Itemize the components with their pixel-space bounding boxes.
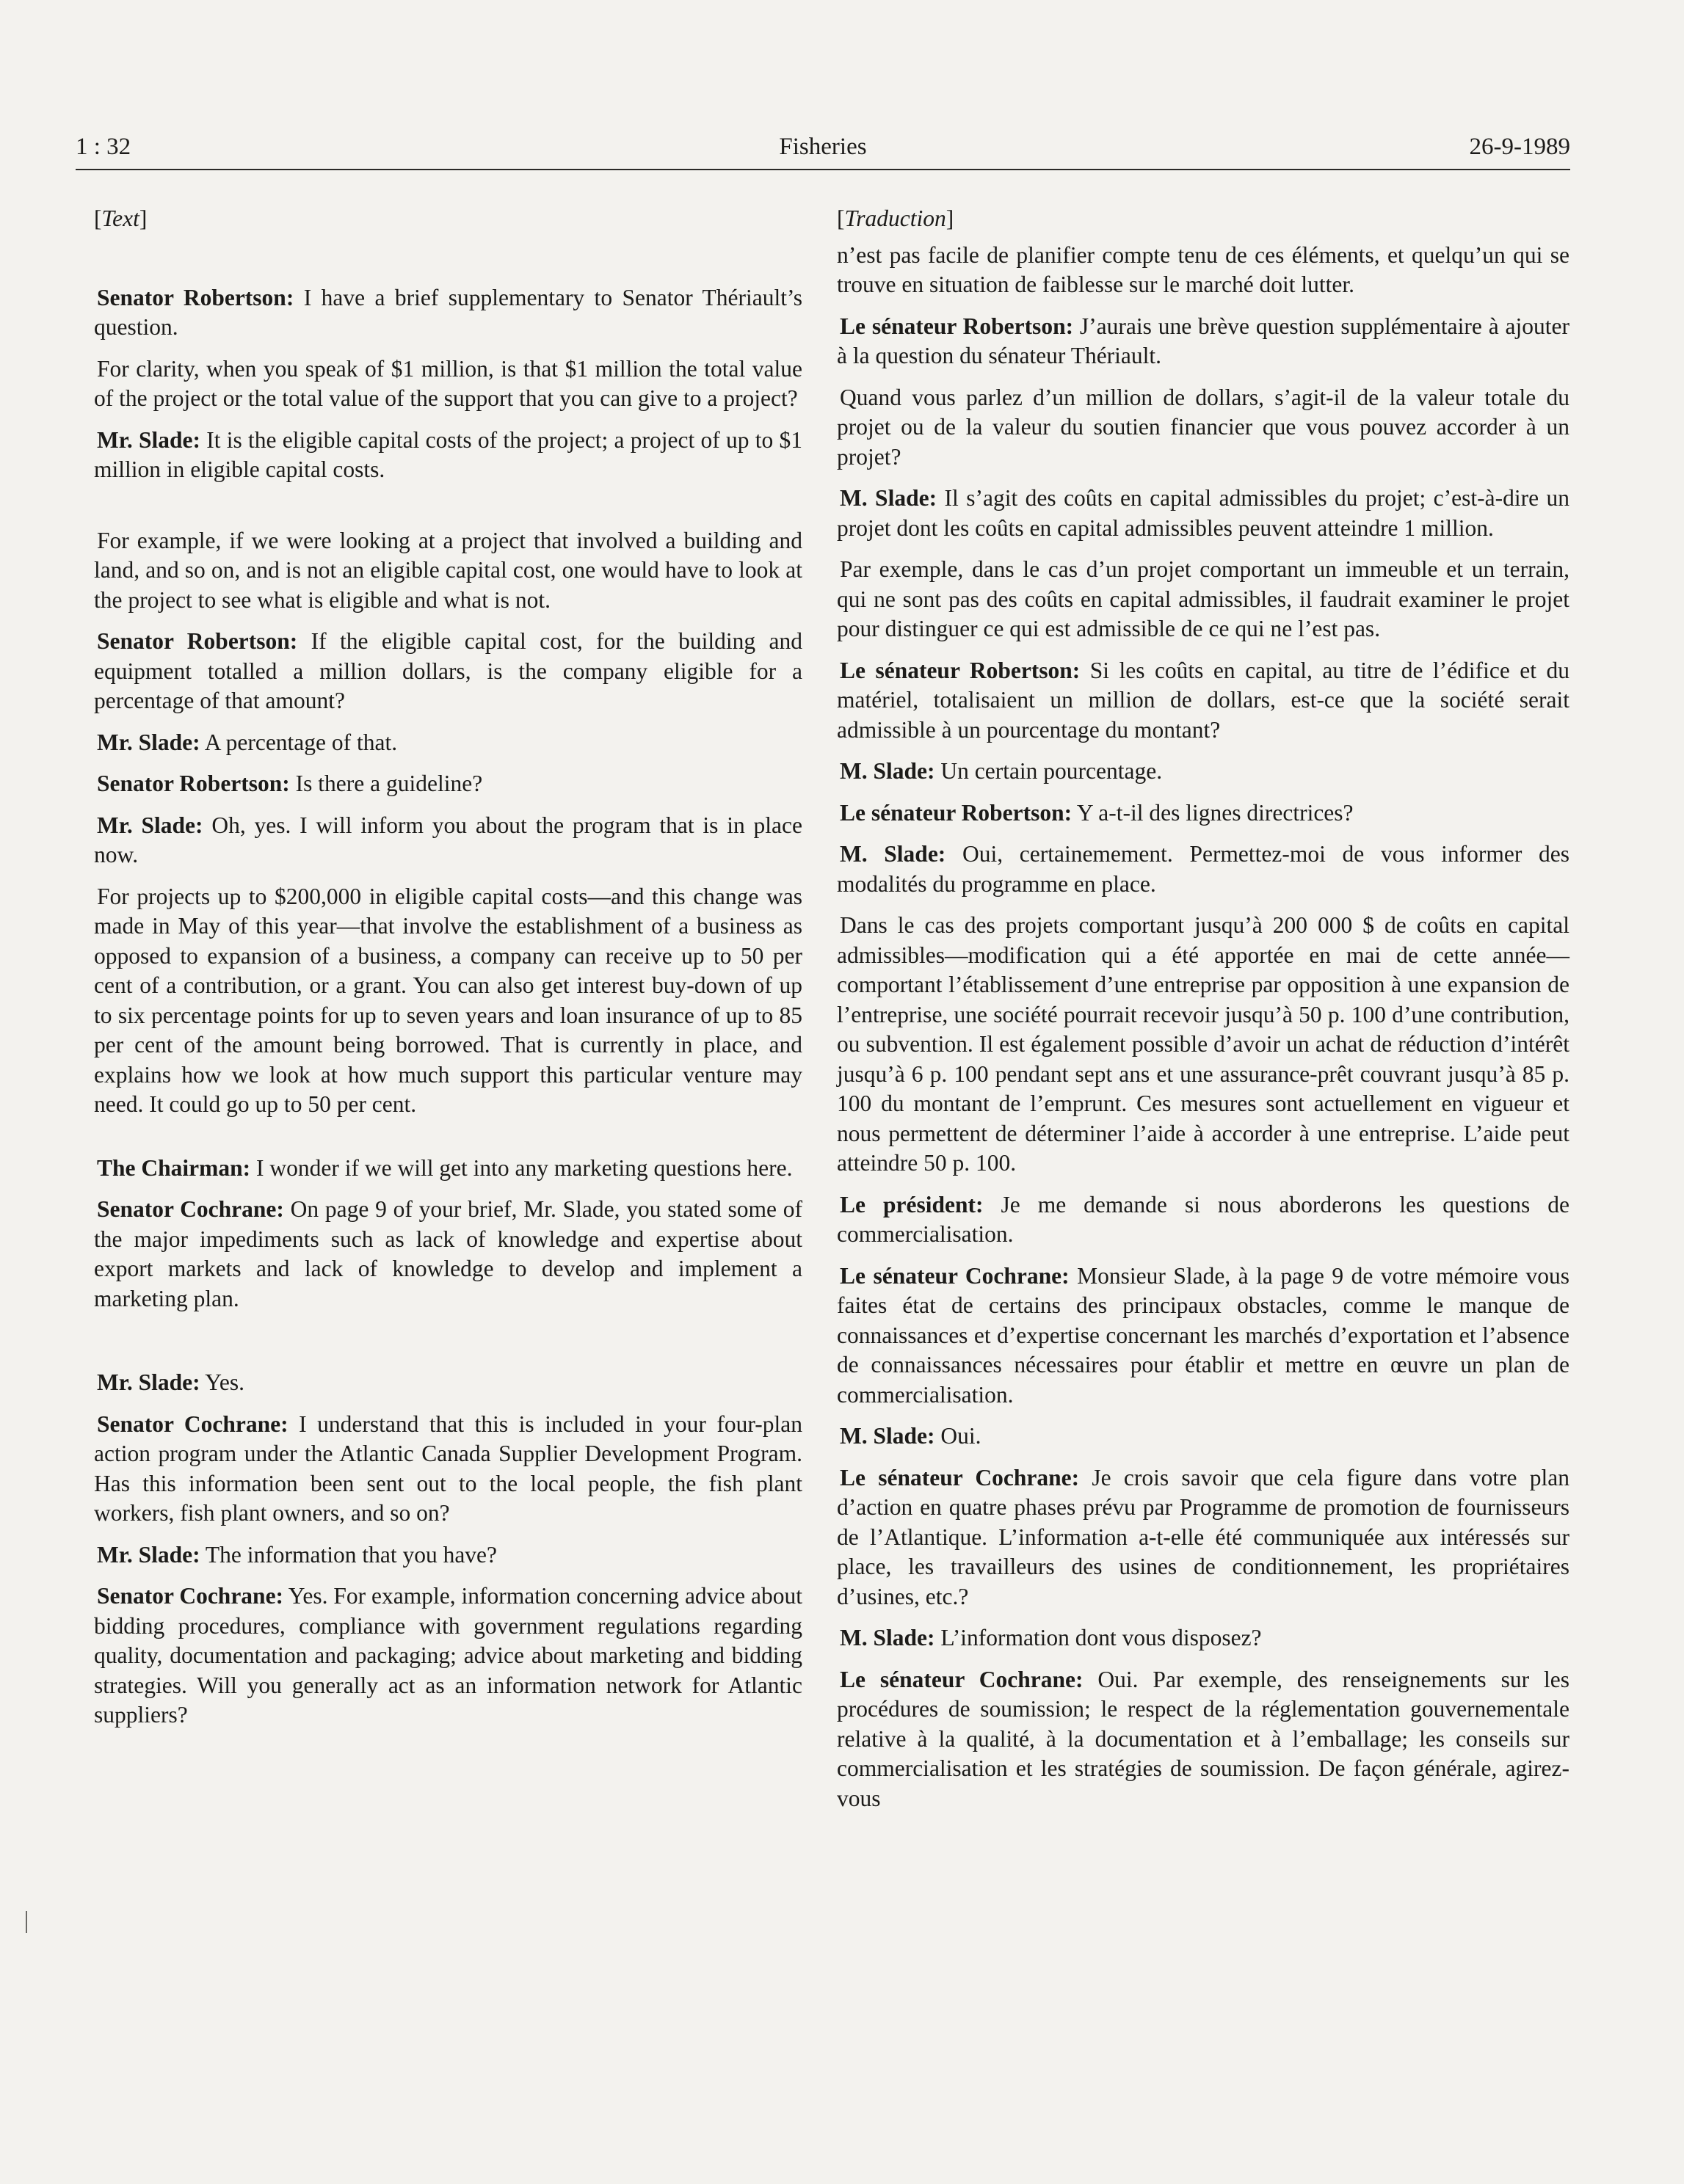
speech-text: I wonder if we will get into any marketing questions here. <box>250 1154 793 1181</box>
paragraph <box>837 798 1569 829</box>
paragraph <box>94 426 802 485</box>
speech-text: A percentage of that. <box>200 729 398 755</box>
speaker-name: Senator Cochrane: <box>97 1583 284 1609</box>
paragraph: For clarity, when you speak of $1 million, is that $1 million the total value of the project or the total value of the support that you can give to a project? <box>94 355 802 411</box>
speaker-name: Senator Robertson: <box>97 628 298 654</box>
spacer <box>94 497 802 526</box>
speaker-name: M. Slade: <box>840 485 937 511</box>
paragraph <box>837 1190 1569 1250</box>
paragraph <box>837 1623 1569 1653</box>
paragraph <box>94 1410 802 1529</box>
speaker-name: The Chairman: <box>97 1154 251 1181</box>
paragraph <box>837 484 1569 543</box>
paragraph: For projects up to $200,000 in eligible capital costs—and this change was made in May of this year—that involve the establishment of a business as opposed to expansion of a business, a company can receive up to 50 per cent of a contribution, or a grant. You can also get interest buy-down of up to six percentage points for up to seven years and loan insurance of up to 85 per cent of the amount being borrowed. That is currently in place, and explains how we look at how much support this particular venture may need. It could go up to 50 per cent. <box>94 883 802 1117</box>
paragraph: Par exemple, dans le cas d’un projet comportant un immeuble et un terrain, qui ne sont pas des coûts en capital admissibles, il faudrait examiner le projet pour distinguer ce qui est admissible de ce qui ne l’est pas. <box>837 556 1569 641</box>
french-column <box>837 204 1569 1825</box>
speaker-name: Mr. Slade: <box>97 1369 200 1395</box>
speech-text: On page 9 of your brief, Mr. Slade, you stated some of the major impediments such as lack of knowledge and expertise about export markets and lack of knowledge to develop and implement a marketing plan. <box>94 1196 802 1311</box>
header-rule <box>76 169 1570 170</box>
speaker-name: Le sénateur Cochrane: <box>840 1262 1070 1289</box>
speech-text: Un certain pourcentage. <box>934 758 1163 784</box>
speech-text: Oui. <box>934 1423 981 1449</box>
speech-text: Yes. For example, information concerning advice about bidding procedures, compliance with government regulations regarding quality, documentation and packaging; advice about marketing and bidding strategies. Will you generally act as an information network for Atlantic suppliers? <box>94 1583 803 1728</box>
speech-text: Il s’agit des coûts en capital admissibles du projet; c’est-à-dire un projet dont les coûts en capital admissibles peuvent atteindre 1 million. <box>837 485 1569 541</box>
speech-text: Y a-t-il des lignes directrices? <box>1072 799 1354 826</box>
paragraph <box>837 840 1569 899</box>
speaker-name: Senator Robertson: <box>97 284 294 310</box>
speaker-name: Mr. Slade: <box>97 729 200 755</box>
speech-text: Oh, yes. I will inform you about the program that is in place now. <box>94 812 802 867</box>
speech-text: L’information dont vous disposez? <box>934 1625 1262 1650</box>
language-label: [Traduction] <box>837 205 954 231</box>
speaker-name: M. Slade: <box>840 841 946 867</box>
paragraph <box>94 1581 802 1730</box>
speech-text: Oui, certainemement. Permettez-moi de vous informer des modalités du programme en place. <box>837 841 1569 897</box>
running-header <box>76 132 1570 169</box>
language-label: [Text] <box>94 205 148 231</box>
spacer <box>94 1325 802 1368</box>
speech-text: Si les coûts en capital, au titre de l’édifice et du matériel, totalisaient un million de dollars, est-ce que la société serait admissible à un pourcentage du montant? <box>837 657 1569 743</box>
speaker-name: Le sénateur Cochrane: <box>840 1666 1084 1692</box>
speech-text: J’aurais une brève question supplémentaire à ajouter à la question du sénateur Thériault. <box>837 313 1569 368</box>
speaker-name: M. Slade: <box>840 1423 935 1449</box>
paragraph <box>94 1368 802 1398</box>
speaker-name: Le sénateur Cochrane: <box>840 1464 1080 1490</box>
speaker-name: Mr. Slade: <box>97 812 203 838</box>
paragraph <box>837 1665 1569 1814</box>
language-tag: Text <box>101 205 139 231</box>
speech-text: Yes. <box>200 1369 245 1395</box>
speaker-name: M. Slade: <box>840 758 935 784</box>
paragraph: Dans le cas des projets comportant jusqu’à 200 000 $ de coûts en capital admissibles—modification qui a été apportée en mai de cette année—comportant l’établissement d’une entreprise par opposition à une expansion de l’entreprise, une société pourrait recevoir jusqu’à 50 p. 100 d’une contribution, ou subvention. Il est également possible d’avoir un achat de réduction d’intérêt jusqu’à 6 p. 100 pendant sept ans et une assurance-prêt couvrant jusqu’à 85 p. 100 du montant de l’emprunt. Ces mesures sont actuellement en vigueur et nous permettent de déterminer l’aide à accorder à une entreprise. L’aide peut atteindre 50 p. 100. <box>837 912 1569 1176</box>
speech-text: If the eligible capital cost, for the building and equipment totalled a million dollars, is the company eligible for a percentage of that amount? <box>94 628 802 713</box>
paragraph <box>94 728 802 758</box>
paragraph <box>94 769 802 799</box>
paragraph <box>94 1195 802 1314</box>
paragraph <box>94 1540 802 1570</box>
paragraph <box>94 627 802 716</box>
speaker-name: Le président: <box>840 1191 984 1217</box>
speaker-name: M. Slade: <box>840 1625 935 1650</box>
paragraph <box>837 757 1569 787</box>
speech-text: Je me demande si nous aborderons les questions de commercialisation. <box>837 1191 1569 1247</box>
speech-text: The information that you have? <box>200 1541 498 1568</box>
speech-text: Is there a guideline? <box>289 771 483 796</box>
speaker-name: Mr. Slade: <box>97 426 200 453</box>
speaker-name: Mr. Slade: <box>97 1541 200 1568</box>
paragraph <box>837 656 1569 746</box>
spacer <box>94 241 802 283</box>
paragraph <box>837 1262 1569 1410</box>
speech-text: Je crois savoir que cela figure dans votre plan d’action en quatre phases prévu par Programme de promotion de fournisseurs de l’Atlantique. L’information a-t-elle été communiquée aux intéressés sur place, les travailleurs des usines de conditionnement, les propriétaires d’usines, etc.? <box>837 1464 1569 1609</box>
speaker-name: Le sénateur Robertson: <box>840 657 1081 683</box>
speech-text: I understand that this is included in your four-plan action program under the Atlantic Canada Supplier Development Program. Has this information been sent out to the local people, the fish plant workers, fish plant owners, and so on? <box>94 1410 802 1526</box>
speaker-name: Le sénateur Robertson: <box>840 313 1074 339</box>
paragraph <box>94 811 802 870</box>
page-number: 1 : 32 <box>76 134 131 160</box>
paragraph: n’est pas facile de planifier compte tenu de ces éléments, et quelqu’un qui se trouve en situation de faiblesse sur le marché doit lutter. <box>837 241 1569 297</box>
paragraph <box>837 1463 1569 1612</box>
paragraph: For example, if we were looking at a project that involved a building and land, and so on, and is not an eligible capital cost, one would have to look at the project to see what is eligible and what is not. <box>94 527 802 613</box>
speaker-name: Senator Cochrane: <box>97 1196 284 1222</box>
paragraph <box>94 1154 802 1184</box>
speaker-name: Senator Cochrane: <box>97 1410 288 1437</box>
paragraph <box>94 283 802 343</box>
speech-text: Oui. Par exemple, des renseignements sur les procédures de soumission; le respect de la réglementation gouvernementale relative à la qualité, à la documentation et à l’emballage; les conseils sur commercialisation et les stratégies de soumission. De façon générale, agirez-vous <box>837 1666 1570 1811</box>
spacer <box>94 1132 802 1154</box>
speaker-name: Senator Robertson: <box>97 771 290 796</box>
paragraph <box>837 312 1569 371</box>
paragraph <box>837 1422 1569 1452</box>
speaker-name: Le sénateur Robertson: <box>840 799 1073 826</box>
english-column <box>94 204 802 1742</box>
section-title: Fisheries <box>779 134 867 160</box>
language-tag: Traduction <box>844 205 946 231</box>
sitting-date: 26-9-1989 <box>1469 134 1570 160</box>
speech-text: Monsieur Slade, à la page 9 de votre mémoire vous faites état de certains des principaux obstacles, comme le manque de connaissances et d’expertise concernant les marchés d’exportation et l’absence de connaissances nécessaires pour établir et mettre en œuvre un plan de commercialisation. <box>837 1262 1569 1408</box>
speech-text: It is the eligible capital costs of the project; a project of up to $1 million in eligible capital costs. <box>94 426 802 482</box>
paragraph: Quand vous parlez d’un million de dollars, s’agit-il de la valeur totale du projet ou de la valeur du soutien financier que vous pouvez accorder à un projet? <box>837 384 1569 470</box>
margin-tick <box>26 1911 27 1933</box>
speech-text: I have a brief supplementary to Senator Thériault’s question. <box>94 284 802 340</box>
